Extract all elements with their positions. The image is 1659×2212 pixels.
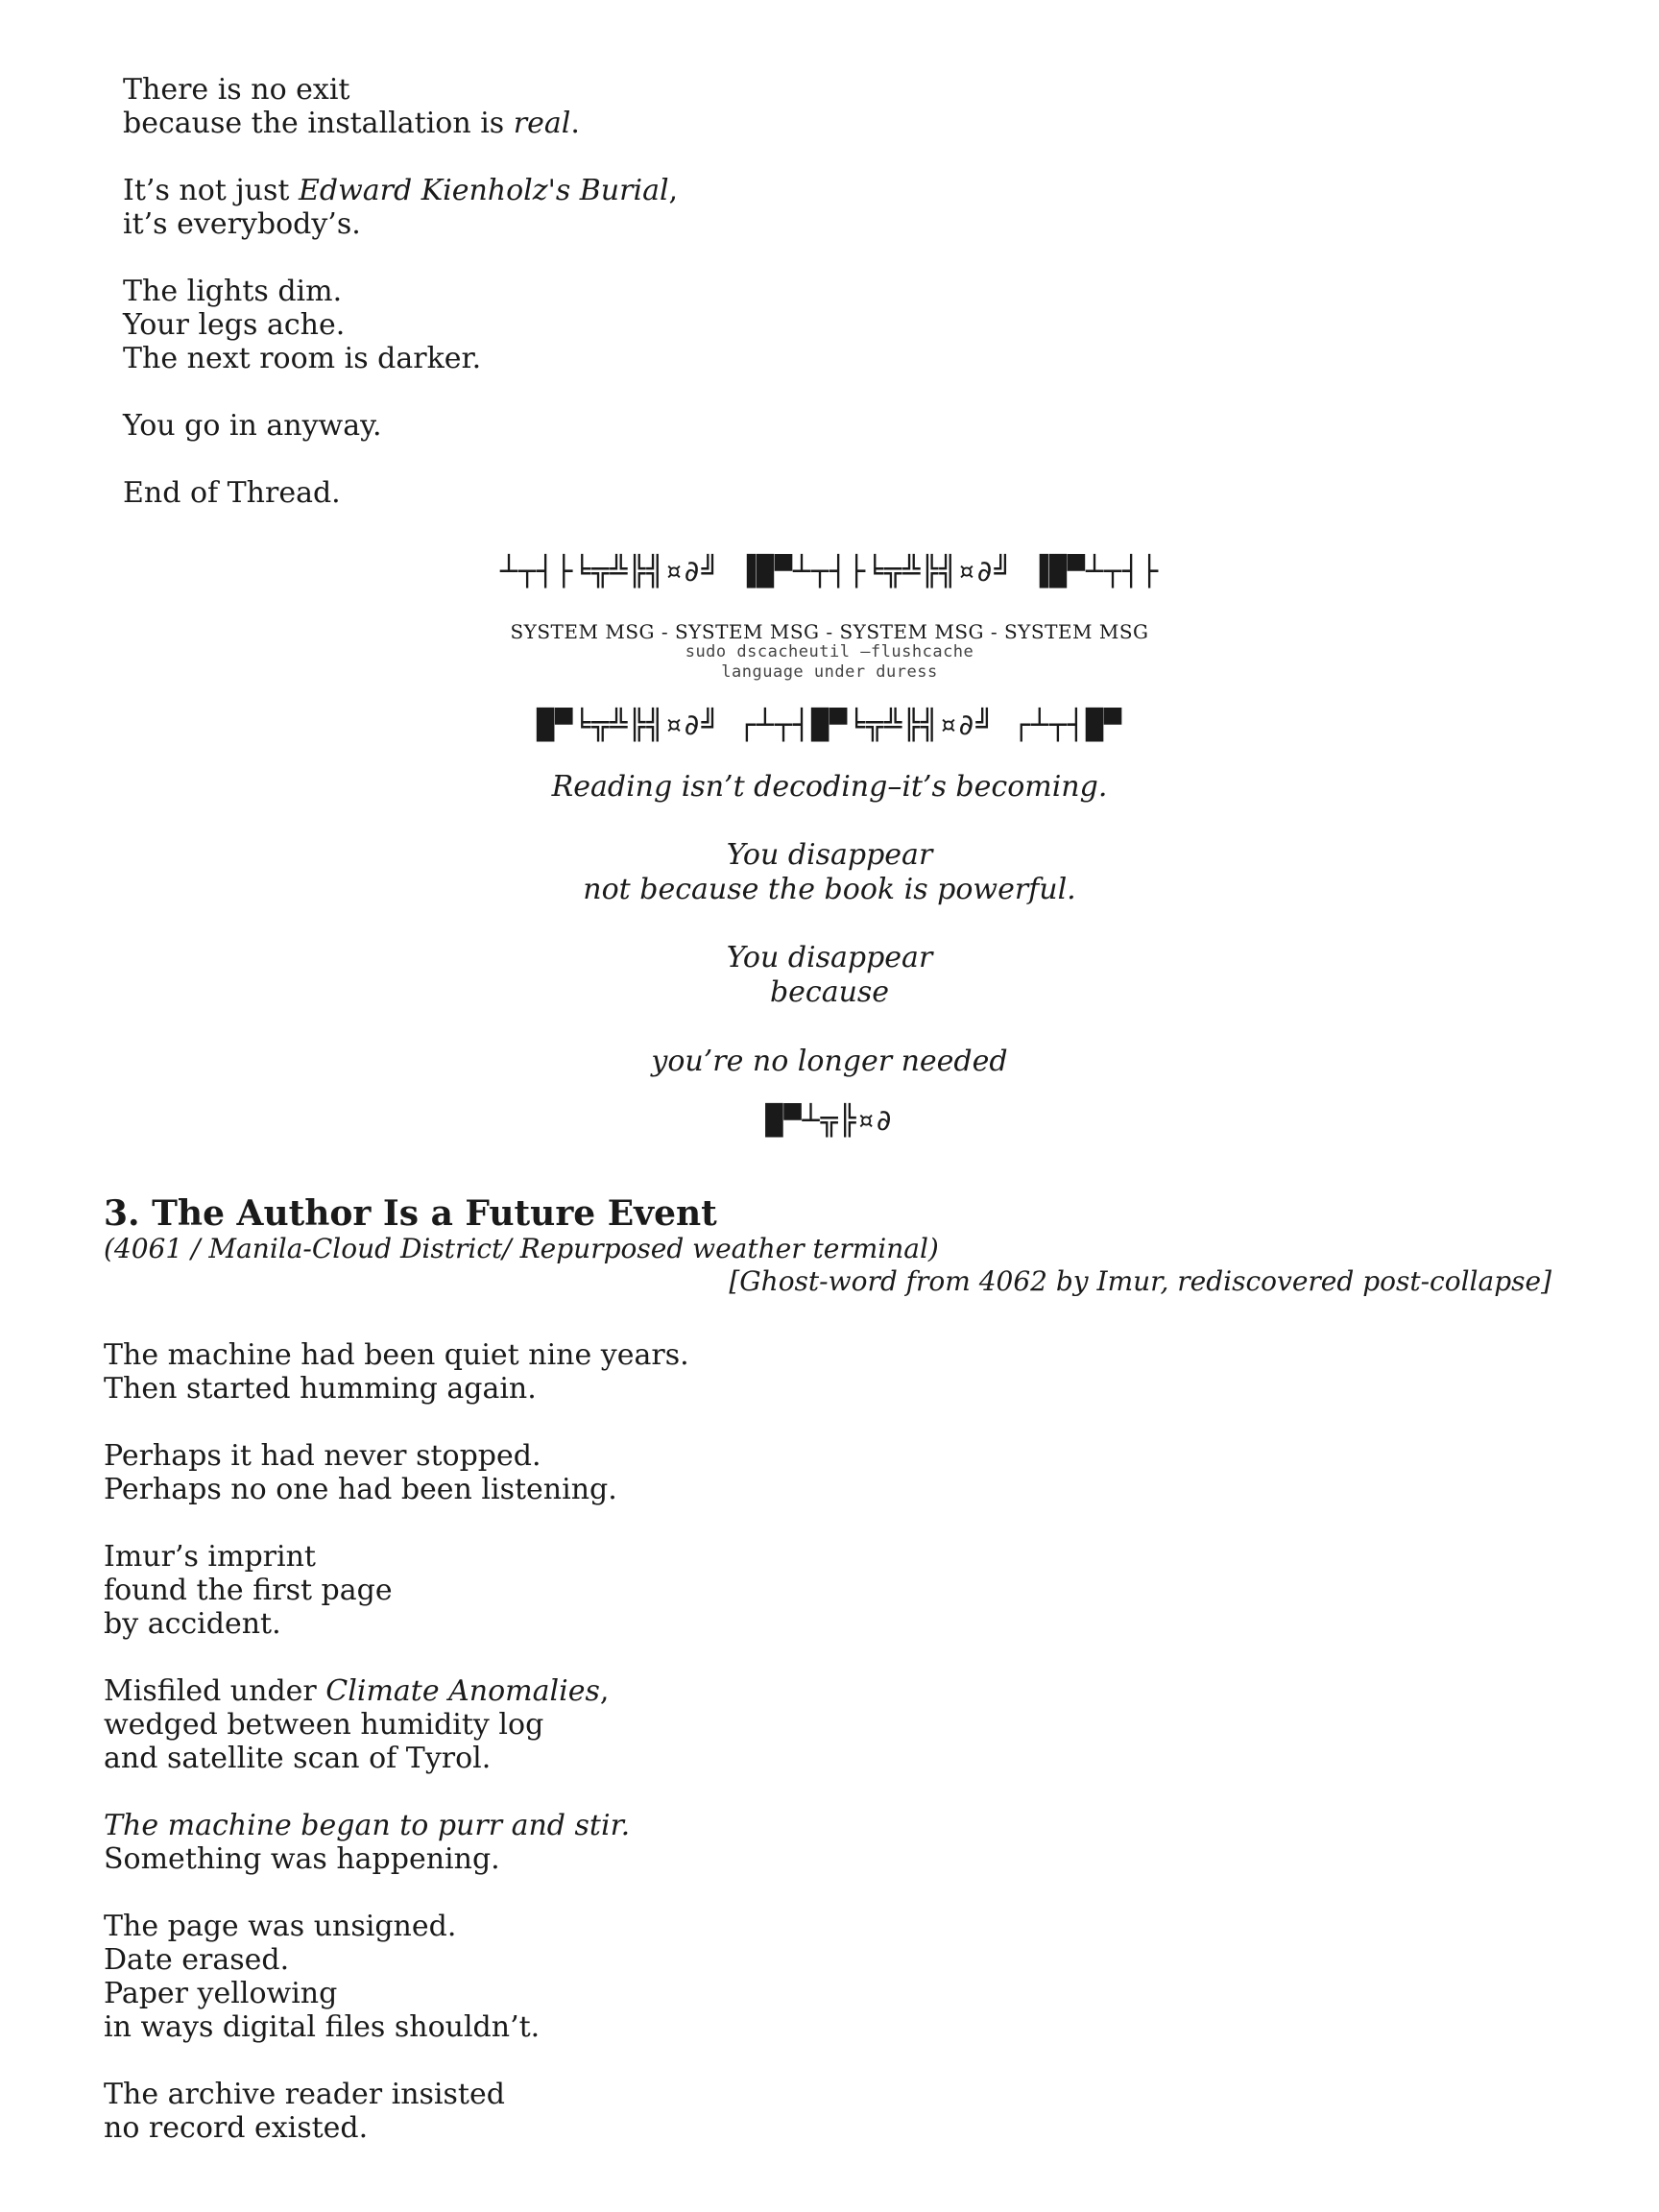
stanza — [123, 174, 678, 241]
section-title: 3. The Author Is a Future Event — [104, 1193, 717, 1234]
body-line: The page was unsigned. — [104, 1910, 457, 1943]
intro-poem — [123, 73, 678, 543]
body-text — [104, 1338, 689, 2178]
stanza — [123, 73, 678, 140]
body-line: The machine had been quiet nine years. — [104, 1338, 689, 1372]
text-run: , — [668, 174, 679, 207]
glyph-row-1: ┴┬┤├╘╦╩╠╣¤∂╝ ▐█▀┴┬┤├╘╦╩╠╣¤∂╝ ▐█▀┴┬┤├ — [499, 555, 1160, 589]
poem-line: You go in anyway. — [123, 409, 382, 443]
poem-line: End of Thread. — [123, 476, 341, 510]
poem-line — [123, 174, 678, 207]
centered-line: Reading isn’t decoding–it’s becoming. — [551, 770, 1108, 804]
body-line: by accident. — [104, 1607, 281, 1641]
paragraph — [104, 1439, 689, 1506]
stanza — [123, 409, 678, 443]
body-line: no record existed. — [104, 2111, 369, 2145]
body-line: Imur’s imprint — [104, 1540, 316, 1574]
body-line: Something was happening. — [104, 1842, 500, 1876]
paragraph — [104, 1674, 689, 1775]
poem-line: There is no exit — [123, 73, 350, 107]
text-run: , — [599, 1674, 610, 1708]
paragraph — [104, 1338, 689, 1406]
section-location: (4061 / Manila-Cloud District/ Repurposed weather terminal) — [104, 1233, 939, 1264]
poem-line: it’s everybody’s. — [123, 207, 361, 241]
poem-line: The next room is darker. — [123, 342, 482, 375]
poem-line: Your legs ache. — [123, 308, 346, 342]
poem-line — [123, 107, 678, 140]
glyph-row-2: █▀╘╦╩╠╣¤∂╝ ┌┴┬┤█▀╘╦╩╠╣¤∂╝ ┌┴┬┤█▀ — [537, 709, 1122, 742]
system-note: language under duress — [721, 662, 938, 682]
body-line: wedged between humidity log — [104, 1708, 544, 1742]
glyph-row-3: █▀┴╦╠¤∂ — [765, 1104, 894, 1138]
body-line: Date erased. — [104, 1943, 290, 1977]
emphasis-real: real — [513, 107, 571, 140]
centered-line: You disappear — [726, 941, 933, 974]
body-line: and satellite scan of Tyrol. — [104, 1742, 492, 1775]
body-line: Paper yellowing — [104, 1977, 338, 2010]
body-line — [104, 1674, 689, 1708]
centered-line: not because the book is powerful. — [583, 873, 1076, 906]
text-run: . — [570, 107, 580, 140]
paragraph — [104, 1540, 689, 1641]
poem-line: The lights dim. — [123, 275, 343, 308]
paragraph — [104, 2078, 689, 2145]
body-line: Then started humming again. — [104, 1372, 537, 1406]
body-line: Perhaps it had never stopped. — [104, 1439, 541, 1473]
centered-line: you’re no longer needed — [651, 1045, 1008, 1078]
stanza — [123, 275, 678, 375]
body-line: in ways digital files shouldn’t. — [104, 2010, 541, 2044]
paragraph — [104, 1910, 689, 2044]
emphasis-artwork-title: Edward Kienholz's Burial — [298, 174, 669, 207]
section-attribution: [Ghost-word from 4062 by Imur, rediscovered post-collapse] — [729, 1265, 1551, 1297]
text-run: It’s not just — [123, 174, 299, 207]
body-line: found the first page — [104, 1574, 393, 1607]
body-line: Perhaps no one had been listening. — [104, 1473, 617, 1506]
centered-line: because — [769, 975, 890, 1009]
body-line: The archive reader insisted — [104, 2078, 505, 2111]
system-message: SYSTEM MSG - SYSTEM MSG - SYSTEM MSG - SYSTEM MSG — [510, 620, 1149, 643]
stanza — [123, 476, 678, 510]
emphasis-category: Climate Anomalies — [325, 1674, 600, 1708]
body-line: The machine began to purr and stir. — [104, 1809, 631, 1842]
system-command: sudo dscacheutil –flushcache — [685, 642, 974, 661]
text-run: because the installation is — [123, 107, 514, 140]
centered-line: You disappear — [726, 838, 933, 872]
text-run: Misfiled under — [104, 1674, 326, 1708]
paragraph — [104, 1809, 689, 1876]
